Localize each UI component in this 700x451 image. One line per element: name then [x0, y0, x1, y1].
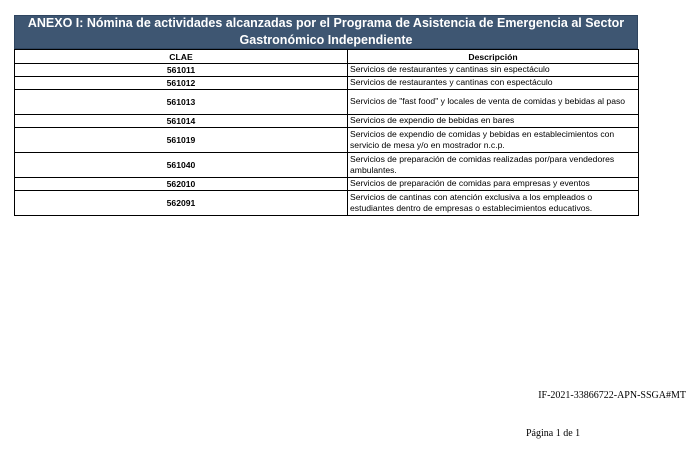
clae-code: 561019	[15, 128, 348, 153]
annex-title-line-1: ANEXO I: Nómina de actividades alcanzadas por el Programa de Asistencia de Emergencia al Sector	[27, 16, 625, 30]
page-number: Página 1 de 1	[526, 428, 581, 439]
table-row	[15, 153, 639, 178]
table-row	[15, 191, 639, 216]
table-row	[15, 64, 639, 77]
activity-description: Servicios de expendio de comidas y bebidas en establecimientos con servicio de mesa y/o en mostrador n.c.p.	[348, 128, 639, 153]
clae-code: 561040	[15, 153, 348, 178]
table-row	[15, 77, 639, 90]
clae-table	[14, 49, 639, 216]
clae-code: 561014	[15, 115, 348, 128]
activity-description: Servicios de preparación de comidas realizadas por/para vendedores ambulantes.	[348, 153, 639, 178]
activity-description: Servicios de "fast food" y locales de venta de comidas y bebidas al paso	[348, 90, 639, 115]
clae-code: 561011	[15, 64, 348, 77]
clae-code: 561013	[15, 90, 348, 115]
activity-description: Servicios de preparación de comidas para empresas y eventos	[348, 178, 639, 191]
column-header-clae: CLAE	[15, 50, 348, 64]
annex-sheet	[14, 15, 638, 216]
clae-code: 561012	[15, 77, 348, 90]
clae-code: 562010	[15, 178, 348, 191]
table-row	[15, 115, 639, 128]
activity-description: Servicios de cantinas con atención exclusiva a los empleados o estudiantes dentro de empresas o establecimientos educativos.	[348, 191, 639, 216]
table-header-row	[15, 50, 639, 64]
clae-code: 562091	[15, 191, 348, 216]
annex-title-line-2: Gastronómico Independiente	[239, 33, 413, 47]
activity-description: Servicios de expendio de bebidas en bares	[348, 115, 639, 128]
document-id: IF-2021-33866722-APN-SSGA#MT	[538, 390, 686, 401]
column-header-descripcion: Descripción	[348, 50, 639, 64]
table-row	[15, 178, 639, 191]
activity-description: Servicios de restaurantes y cantinas con espectáculo	[348, 77, 639, 90]
annex-title	[14, 15, 638, 49]
table-row	[15, 128, 639, 153]
table-row	[15, 90, 639, 115]
activity-description: Servicios de restaurantes y cantinas sin espectáculo	[348, 64, 639, 77]
